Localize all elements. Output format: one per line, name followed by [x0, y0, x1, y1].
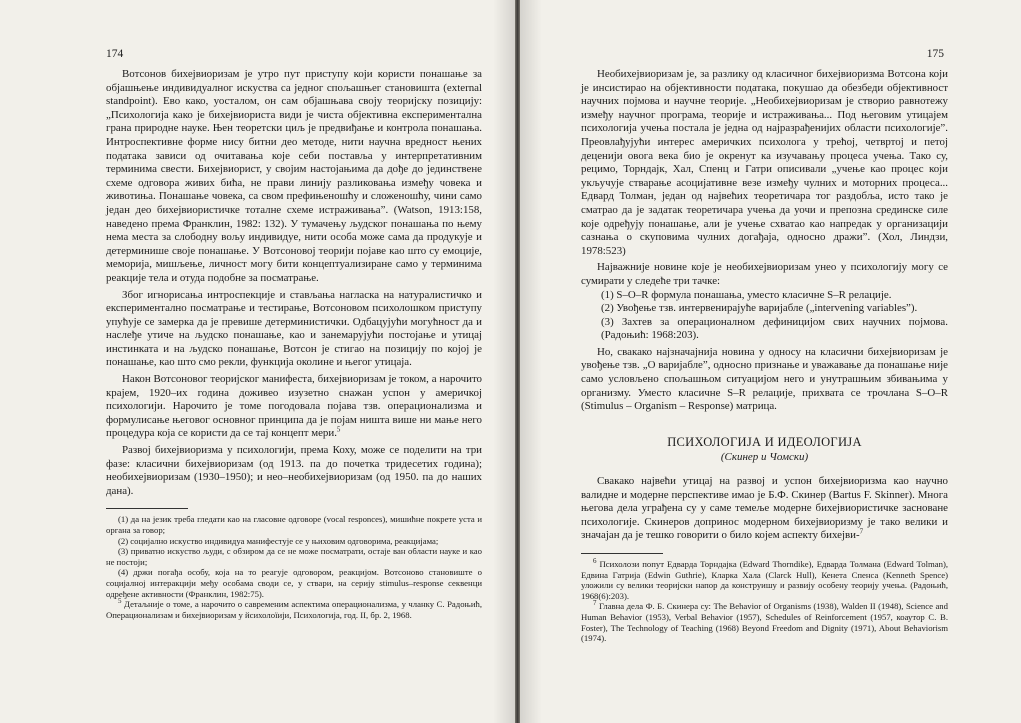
footnote: $^6$ Психолози попут Едварда Торндајка (Edward Thorndike), Едварда Толмана (Edward Tolman), Едвина Гатрија (Edwin Guthrie), Кларка Хала (Clarck Hull), Кенета Спенса (Kenneth Spence) уложили су велики теоријски напор да конструишу и развију особену теорију учења. (Радоњић, 1968(6):203). — [581, 557, 949, 601]
left-page-body — [106, 68, 482, 620]
list-item: (2) Увођење тзв. интервенирајуће варијабле („intervening variables”). — [601, 302, 918, 315]
footnote-mark: 6 — [593, 557, 597, 566]
paragraph: Најважније новине које је необихејвиоризам унео у психологију могу се сумирати у следеће три тачке: — [581, 261, 948, 287]
page-number: 175 — [926, 48, 944, 60]
paragraph: Необихејвиоризам је, за разлику од класичног бихејвиоризма Вотсона који је инсистирао на објективности података, покушао да обезбеди објективност научних појмова и научне теорије. „Необихејвиоризам је створио равнотежу између научног програма, теорије и истраживања... Под његовим утицајем психологија учења постала је једна од најразрађенијих области психологије”. Преовлађујући интерес америчких психолога у трећој, четвртој и петој деценији овога века био је окренут ка изучавању процеса учења. Тако су, рецимо, Торндајк, Хал, Спенц и Гатри описивали „учење као процес који укључује стварање асоцијативне везе између чулних и моторних процеса... Едвард Толман, један од највећих теоретичара тог раздобља, исто тако је сматрао да је задатак теоретичара учења да уочи и препозна срединске силе које одређују понашање, али је учење схватао као напредак у организацији сазнања о скуповима чулних догађаја, односно дражи”. (Хол, Линдзи, 1978:523) — [581, 68, 948, 257]
paragraph: Развој бихејвиоризма у психологији, према Коху, може се поделити на три фазе: класични бихејвиоризам (од 1913. па до почетка тридесетих година); необихејвиоризам (1930–1950); и нео–необихејвиоризам (од 1950. па до наших дана). — [106, 444, 482, 497]
footnote: (3) приватно искуство људи, с обзиром да се не може посматрати, остаје ван области науке и као не постоји; — [106, 546, 482, 567]
footnote: (2) социјално искуство индивидуа манифестује се у њиховим одговорима, реакцијама; — [118, 535, 439, 546]
page-number: 174 — [106, 48, 124, 60]
footnote-mark: 7 — [859, 527, 864, 536]
paragraph: Због игнорисања интроспекције и стављања нагласка на натуралистичко и експериментално посматрање и тестирање, Вотсоновом психолошком приступу упућује се замерка да је превише детерминистички. Одбацујући могућност да и наслеђе утиче на људско понашање, као и занемарујући постојање и утицај инстинката и на људско понашање, Вотсон је стигао на позицију по којој је понашање, као што смо рекли, функција околине и његог утицаја. — [106, 288, 482, 369]
footnote-mark: 5 — [336, 425, 341, 434]
paragraph: Вотсонов бихејвиоризам је утро пут приступу који користи понашање за објашњење индивидуалног искуства са једног спољашњег становишта (external standpoint). Ево како, уосталом, он сам објашњава своју теоријску позицију: „Психологија како је бихејвиориста види је чиста објективна експериментална грана природне науке. Њен теоретски циљ је предвиђање и контрола понашања. Интроспективне форме нису битни део методе, нити научна вредност њених података зависи од очитавања које себи поставља у интерпретативним терминима свести. Бихејвиорист, у својим настојањима да дође до јединствене схеме одговора живих бића, не прави линију разликовања између човека и животиња. Понашање човека, са свом префињеношћу и сложеношћу, чини само један део бихејвиористичке тоталне схеме истраживања”. (Watson, 1913:158, наведено према Франклин, 1982: 132). У тумачењу људског понашања по њему нема места за слободну вољу индивидуе, нити особа може сама да продукује и детерминише своје понашање. У Вотсоновој теорији појаве као што су емоције, меморија, мишљење, личност могу бити концептуализиране само у терминима реакције тела и отуда подобне за посматрање. — [106, 68, 482, 284]
section-title: ПСИХОЛОГИЈА И ИДЕОЛОГИЈА — [667, 434, 862, 449]
footnote-divider — [106, 508, 188, 509]
section-subtitle: (Скинер и Чомски) — [720, 451, 809, 464]
footnote-mark: 5 — [118, 597, 122, 606]
paragraph: Свакако највећи утицај на развој и успон бихејвиоризма као научно валидне и модерне перспективе имао је Б.Ф. Скинер (Bartus F. Skinner). Многа његова дела уграђена су у саме темеље модерне бихејвиористичке засноване психологије. Скинеров допринос модерном бихејвиоризму је тако велики и значајан да је тешко говорити о било којем аспекту бихејви-$^7$ — [581, 475, 948, 542]
right-page-body — [581, 68, 948, 644]
footnote: (4) држи погађа особу, која на то реагује одговором, реакцијом. Вотсоново становиште о социјалној интеракцији међу особама своди се, у ствари, на серију stimulus–response секвенци одређене активности (Франклин, 1982:75). — [106, 567, 482, 599]
footnote-divider — [581, 553, 663, 554]
list-item: (1) S–O–R формула понашања, уместо класичне S–R релације. — [601, 288, 892, 301]
page-shadow — [493, 0, 515, 723]
page-shadow — [520, 0, 542, 723]
paragraph: Но, свакако најзначајнија новина у односу на класични бихејвиоризам је увођење тзв. „О варијабле”, односно признање и уважавање да понашање није само условљено спољашњом ситуацијом него и унутрашњим збивањима у организму. Уместо класичне S–R релације, прихвата се трочлана S–O–R (Stimulus – Organism – Response) матрица. — [581, 345, 948, 413]
right-page — [520, 0, 1021, 723]
footnote-mark: 7 — [593, 599, 597, 608]
footnote: $^7$ Главна дела Ф. Б. Скинера су: The Behavior of Organisms (1938), Walden II (1948), Science and Human Behavior (1953), Verbal Behavior (1957), Schedules of Reinforcement (1957, коаутор С. В. Foster), The Technology of Teaching (1968) Beyond Freedom and Dignity (1971), About Behaviorism (1974). — [581, 599, 948, 644]
paragraph: Након Вотсоновог теоријског манифеста, бихејвиоризам је током, а нарочито крајем, 1920–их година доживео изузетно снажан успон у америчкој психологији. Нарочито је томе погодовала појава тзв. операционализма и формулисање његовог основног принципа да је појам ништа више ни мање него процедура која се користи да се тај концепт мери.$^5$ — [106, 373, 482, 440]
footnote: $^5$ Детаљније о томе, а нарочито о савременим аспектима операционализма, у чланку С. Радоњић, Операционализам и бихејвиоризам у йсихолоїији, Психологија, год. II, бр. 2, 1968. — [106, 597, 482, 620]
list-item: (3) Захтев за операционалном дефиницијом свих научних појмова. (Радоњић: 1968:203). — [601, 315, 948, 342]
footnote: (1) да на језик треба гледати као на гласовне одговоре (vocal responces), мишићне покрете уста и органа за говор; — [106, 514, 482, 535]
